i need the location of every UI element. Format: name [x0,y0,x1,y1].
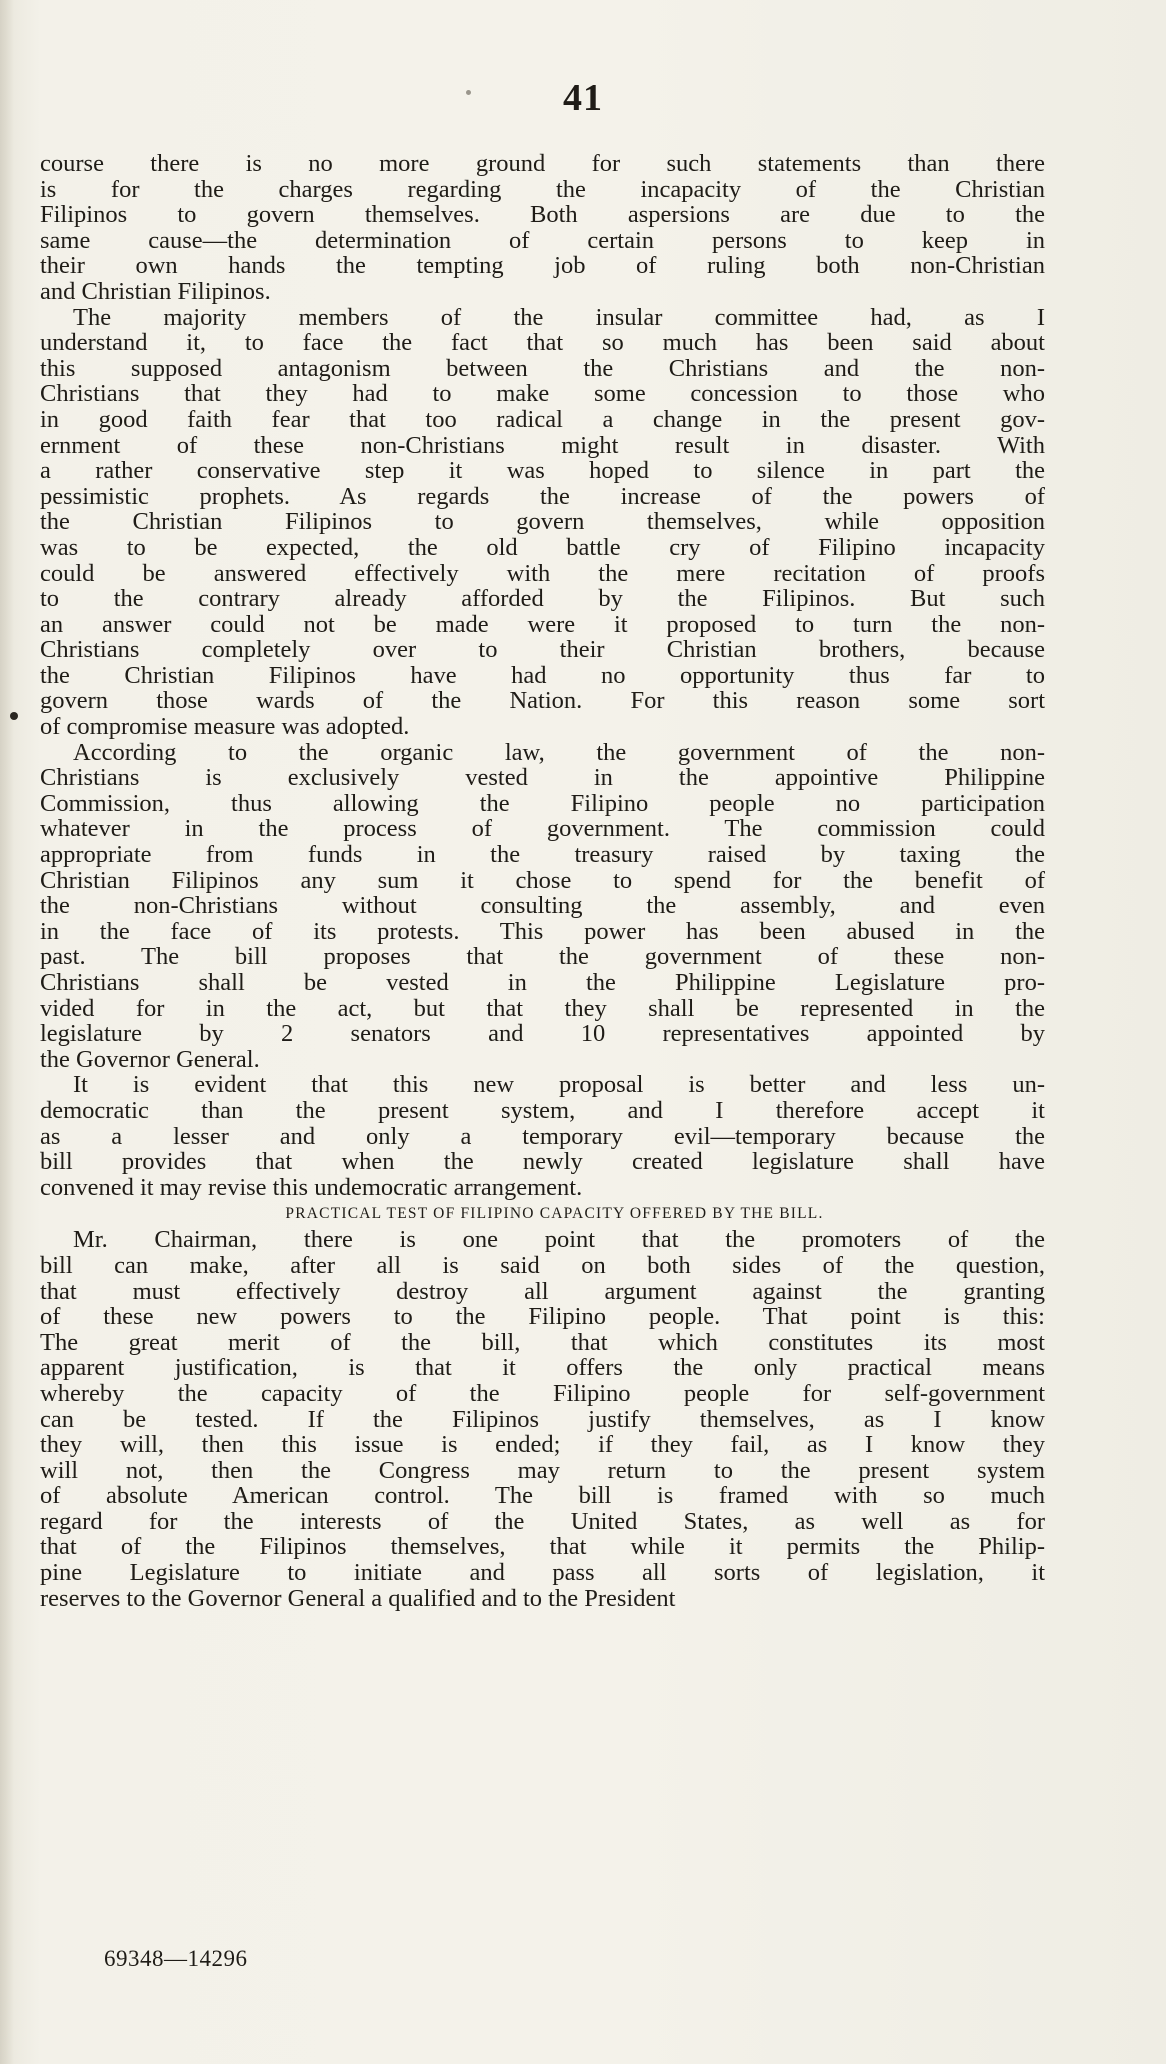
text-line: Christians that they had to make some concession to those who [40,381,1045,407]
text-line: of these new powers to the Filipino people. That point is this: [40,1304,1045,1330]
text-line: According to the organic law, the government of the non- [73,739,1045,766]
text-line: an answer could not be made were it proposed to turn the non- [40,611,1045,638]
text-line: regard for the interests of the United States, as well as for [40,1508,1045,1535]
text-line: the Governor General. [40,1046,260,1073]
page-number: 41 [563,77,603,119]
text-line: past. The bill proposes that the government of these non- [40,944,1045,970]
text-line: ernment of these non-Christians might result in disaster. With [40,432,1045,459]
text-line: The majority members of the insular committee had, as I [73,304,1045,331]
text-line: in good faith fear that too radical a change in the present gov- [40,406,1045,433]
paragraph [40,305,1045,740]
page-edge-shadow [0,0,14,2064]
paragraph [40,151,1045,305]
text-line: their own hands the tempting job of ruling both non-Christian [40,253,1045,279]
section-heading: PRACTICAL TEST OF FILIPINO CAPACITY OFFERED BY THE BILL. [285,1205,824,1223]
text-line: The great merit of the bill, that which constitutes its most [40,1329,1045,1356]
text-line: a rather conservative step it was hoped to silence in part the [40,458,1045,484]
margin-mark [10,712,18,720]
text-line: the Christian Filipinos have had no opportunity thus far to [40,662,1045,689]
text-line: can be tested. If the Filipinos justify themselves, as I know [40,1406,1045,1433]
text-line: whereby the capacity of the Filipino people for self-government [40,1380,1045,1407]
text-line: to the contrary already afforded by the Filipinos. But such [40,586,1045,612]
text-line: democratic than the present system, and I therefore accept it [40,1097,1045,1124]
text-line: Filipinos to govern themselves. Both aspersions are due to the [40,202,1045,228]
text-line: that of the Filipinos themselves, that while it permits the Philip- [40,1534,1045,1561]
text-line: It is evident that this new proposal is better and less un- [73,1072,1045,1098]
text-line: was to be expected, the old battle cry of Filipino incapacity [40,534,1045,561]
text-line: of compromise measure was adopted. [40,714,410,740]
text-line: understand it, to face the fact that so much has been said about [40,330,1045,356]
text-line: is for the charges regarding the incapacity of the Christian [40,176,1045,203]
text-line: as a lesser and only a temporary evil—temporary because the [40,1123,1045,1150]
text-line: the non-Christians without consulting the assembly, and even [40,893,1045,919]
paragraph [40,1227,1045,1611]
text-line: the Christian Filipinos to govern themselves, while opposition [40,509,1045,535]
text-line: Christians completely over to their Christian brothers, because [40,637,1045,663]
text-line: in the face of its protests. This power has been abused in the [40,918,1045,945]
text-line: Mr. Chairman, there is one point that the promoters of the [73,1227,1045,1253]
text-line: they will, then this issue is ended; if they fail, as I know they [40,1432,1045,1458]
text-line: could be answered effectively with the mere recitation of proofs [40,560,1045,587]
text-line: this supposed antagonism between the Christians and the non- [40,355,1045,382]
text-line: pessimistic prophets. As regards the increase of the powers of [40,483,1045,510]
text-line: apparent justification, is that it offers the only practical means [40,1355,1045,1381]
text-line: Commission, thus allowing the Filipino people no participation [40,790,1045,817]
text-line: that must effectively destroy all argument against the granting [40,1278,1045,1305]
text-line: whatever in the process of government. The commission could [40,816,1045,843]
text-line: reserves to the Governor General a qualified and to the President [40,1585,676,1612]
text-line: Christian Filipinos any sum it chose to spend for the benefit of [40,867,1045,894]
text-line: legislature by 2 senators and 10 representatives appointed by [40,1021,1045,1047]
text-line: Christians shall be vested in the Philippine Legislature pro- [40,970,1045,996]
text-line: appropriate from funds in the treasury raised by taxing the [40,842,1045,868]
text-line: of absolute American control. The bill is framed with so much [40,1483,1045,1509]
text-line: bill can make, after all is said on both sides of the question, [40,1252,1045,1279]
paragraph [40,1072,1045,1200]
paragraph [40,740,1045,1073]
print-code-footer: 69348—14296 [104,1946,248,1971]
text-line: same cause—the determination of certain persons to keep in [40,227,1045,254]
text-line: course there is no more ground for such statements than there [40,151,1045,177]
text-line: vided for in the act, but that they shall be represented in the [40,995,1045,1022]
body-text [40,151,1045,1611]
text-line: bill provides that when the newly created legislature shall have [40,1149,1045,1175]
text-line: and Christian Filipinos. [40,278,271,305]
text-line: will not, then the Congress may return to the present system [40,1457,1045,1484]
text-line: pine Legislature to initiate and pass all sorts of legislation, it [40,1560,1045,1586]
text-line: govern those wards of the Nation. For this reason some sort [40,688,1045,715]
text-line: Christians is exclusively vested in the appointive Philippine [40,765,1045,791]
text-line: convened it may revise this undemocratic arrangement. [40,1174,583,1201]
